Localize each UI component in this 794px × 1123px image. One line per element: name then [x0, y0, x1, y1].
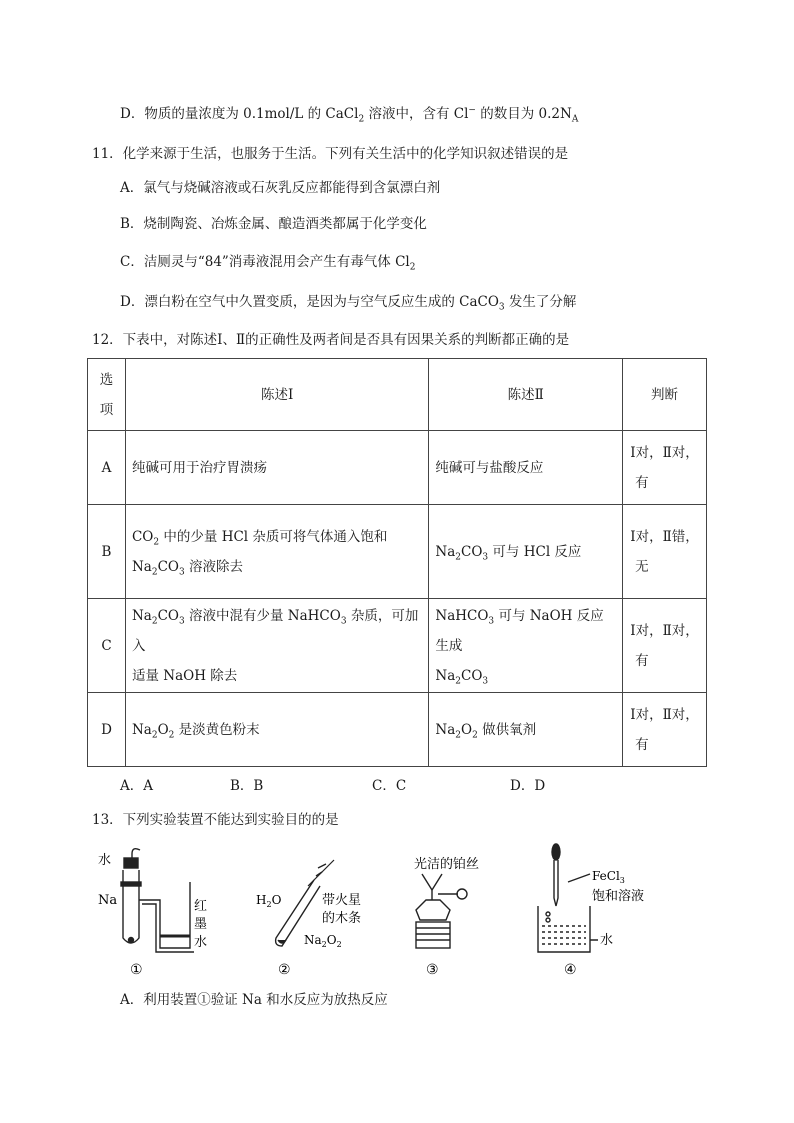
fig2-stick-label-2: 的木条 [322, 911, 362, 926]
q10-option-d: D．物质的量浓度为 0.1mol/L 的 CaCl$_2$ 溶液中，含有 Cl− 的数目为 $0.2N_A$ [120, 105, 579, 125]
table-row: A 纯碱可用于治疗胃溃疡 纯碱可与盐酸反应 Ⅰ对，Ⅱ对， 有 [88, 431, 707, 505]
fig2-number: ② [278, 962, 291, 978]
fig1-ink-label-2: 墨 [194, 917, 208, 932]
fig2-na2o2-label: $Na_2O_2$ [304, 933, 342, 949]
fig4-fecl3-label: FeCl$_3$ [592, 869, 625, 885]
q13-figures [90, 842, 710, 982]
q12-option-b: B．B [230, 778, 264, 794]
header-statement-1: 陈述Ⅰ [125, 359, 428, 431]
fig3-number: ③ [426, 962, 439, 978]
q12-table [87, 358, 707, 767]
q12-option-a: A．A [120, 778, 153, 794]
apparatus-1 [121, 849, 194, 952]
fig1-na-label: Na [98, 893, 118, 908]
fig3-wire-label: 光洁的铂丝 [414, 857, 480, 872]
header-statement-2: 陈述Ⅱ [429, 359, 623, 431]
fig2-stick-label-1: 带火星 [322, 893, 362, 908]
fig1-ink-label-3: 水 [194, 935, 208, 950]
fig2-h2o-label: $H_2O$ [256, 893, 282, 909]
q13-stem: 13．下列实验装置不能达到实验目的的是 [92, 812, 339, 828]
q11-stem: 11．化学来源于生活，也服务于生活。下列有关生活中的化学知识叙述错误的是 [92, 146, 569, 162]
header-judgement: 判断 [623, 359, 707, 431]
q12-option-d: D．D [510, 778, 546, 794]
table-row: C $Na_2CO_3$ 溶液中混有少量 NaHCO$_3$ 杂质，可加入 适量 NaOH 除去 NaHCO$_3$ 可与 NaOH 反应生成 $Na_2CO_3$ Ⅰ对，Ⅱ对， 有 [88, 599, 707, 693]
q11-option-a: A．氯气与烧碱溶液或石灰乳反应都能得到含氯漂白剂 [120, 180, 441, 196]
q12-option-c: C．C [372, 778, 407, 794]
fig4-water-label: 水 [600, 933, 614, 948]
fig4-number: ④ [564, 962, 577, 978]
fig1-ink-label-1: 红 [194, 899, 208, 914]
header-option: 选 项 [88, 359, 126, 431]
table-row: B $CO_2$ 中的少量 HCl 杂质可将气体通入饱和 $Na_2CO_3$ 溶液除去 $Na_2CO_3$ 可与 HCl 反应 Ⅰ对，Ⅱ错， 无 [88, 505, 707, 599]
apparatus-diagrams [90, 842, 710, 982]
fig1-water-label: 水 [98, 853, 112, 868]
fig1-number: ① [130, 962, 143, 978]
apparatus-3 [416, 874, 467, 948]
fig4-saturated-label: 饱和溶液 [592, 889, 645, 904]
q11-option-b: B．烧制陶瓷、冶炼金属、酿造酒类都属于化学变化 [120, 216, 427, 232]
table-row: D $Na_2O_2$ 是淡黄色粉末 $Na_2O_2$ 做供氧剂 Ⅰ对，Ⅱ对， 有 [88, 693, 707, 767]
q11-option-c: C．洁厕灵与“84”消毒液混用会产生有毒气体 $Cl_2$ [120, 254, 416, 273]
q12-stem: 12．下表中，对陈述Ⅰ、Ⅱ的正确性及两者间是否具有因果关系的判断都正确的是 [92, 332, 570, 348]
q13-option-a: A．利用装置①验证 Na 和水反应为放热反应 [120, 992, 388, 1008]
apparatus-4 [538, 844, 598, 952]
q11-option-d: D．漂白粉在空气中久置变质，是因为与空气反应生成的 CaCO$_3$ 发生了分解 [120, 294, 577, 313]
table-header-row [88, 359, 707, 431]
